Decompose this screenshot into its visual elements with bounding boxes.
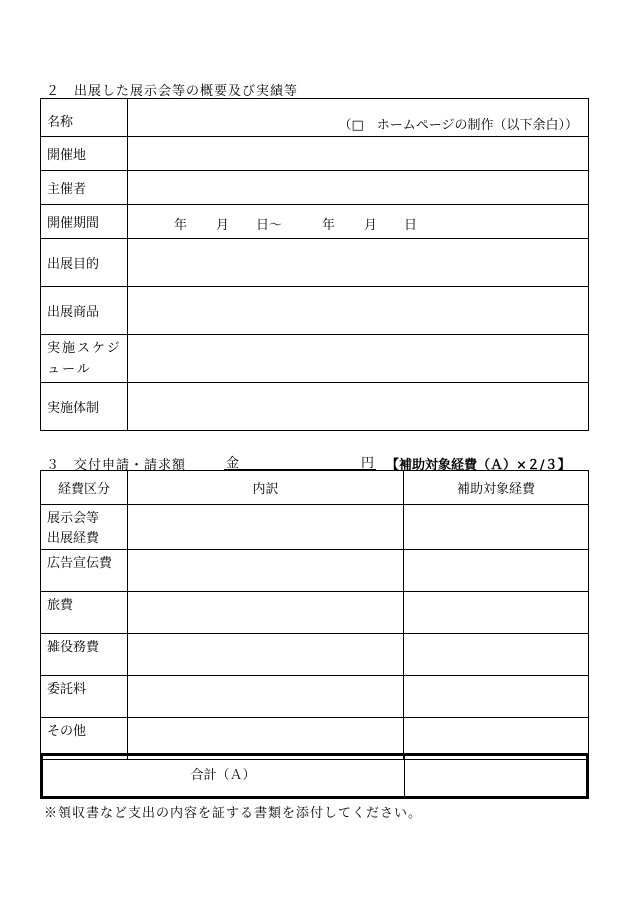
purpose-field[interactable]	[128, 239, 589, 287]
period-field[interactable]	[128, 205, 589, 239]
name-label	[41, 99, 128, 137]
schedule-label-line1: 実施スケジ	[47, 340, 122, 356]
name-label-text: 名称	[47, 115, 74, 130]
amount-suffix: 円	[360, 456, 374, 471]
period-year2: 年	[322, 218, 336, 233]
purpose-label: 出展目的	[41, 239, 128, 287]
row-misc-amount[interactable]	[404, 634, 589, 676]
row-other-label: その他	[41, 718, 128, 760]
schedule-field[interactable]	[128, 335, 589, 383]
period-day2: 日	[404, 218, 418, 233]
structure-label: 実施体制	[41, 383, 128, 431]
schedule-label-line2: ュール	[47, 361, 92, 377]
organizer-field[interactable]	[128, 171, 589, 205]
period-year1: 年	[174, 218, 188, 233]
subsidy-formula: 【補助対象経費（Ａ）×２/３】	[386, 458, 571, 473]
row-travel-amount[interactable]	[404, 592, 589, 634]
expense-table	[40, 470, 589, 760]
header-category: 経費区分	[41, 471, 128, 505]
row-travel-label: 旅費	[41, 592, 128, 634]
row-advertising-amount[interactable]	[404, 550, 589, 592]
schedule-label	[41, 335, 128, 383]
total-amount[interactable]	[405, 756, 586, 796]
footnote: ※領収書など支出の内容を証する書類を添付してください。	[44, 806, 423, 821]
row-exhibition-line2: 出展経費	[47, 531, 100, 546]
row-outsourcing-amount[interactable]	[404, 676, 589, 718]
venue-field[interactable]	[128, 137, 589, 171]
amount-line[interactable]	[224, 452, 376, 470]
products-label: 出展商品	[41, 287, 128, 335]
row-advertising-details[interactable]	[128, 550, 404, 592]
total-label: 合計（Ａ）	[190, 768, 256, 783]
period-label: 開催期間	[41, 205, 128, 239]
row-travel-details[interactable]	[128, 592, 404, 634]
row-misc-label: 雑役務費	[41, 634, 128, 676]
period-month1: 月	[216, 218, 230, 233]
row-misc-details[interactable]	[128, 634, 404, 676]
period-month2: 月	[364, 218, 378, 233]
section3-title: ３ 交付申請・請求額	[46, 458, 187, 473]
row-exhibition-line1: 展示会等	[47, 511, 100, 526]
venue-label: 開催地	[41, 137, 128, 171]
row-exhibition-label	[41, 505, 128, 550]
header-eligible: 補助対象経費	[404, 471, 589, 505]
period-day1: 日～	[256, 218, 283, 233]
exhibition-summary-table	[40, 98, 589, 431]
name-field[interactable]	[128, 99, 589, 137]
row-exhibition-amount[interactable]	[404, 505, 589, 550]
row-outsourcing-label: 委託料	[41, 676, 128, 718]
header-details: 内訳	[128, 471, 404, 505]
products-field[interactable]	[128, 287, 589, 335]
structure-field[interactable]	[128, 383, 589, 431]
section2-title: ２ 出展した展示会等の概要及び実績等	[46, 84, 299, 99]
row-advertising-label: 広告宣伝費	[41, 550, 128, 592]
row-outsourcing-details[interactable]	[128, 676, 404, 718]
name-note: （□ ホームページの制作（以下余白））	[338, 118, 578, 133]
total-row	[40, 753, 589, 799]
organizer-label: 主催者	[41, 171, 128, 205]
amount-prefix: 金	[226, 456, 240, 471]
row-exhibition-details[interactable]	[128, 505, 404, 550]
